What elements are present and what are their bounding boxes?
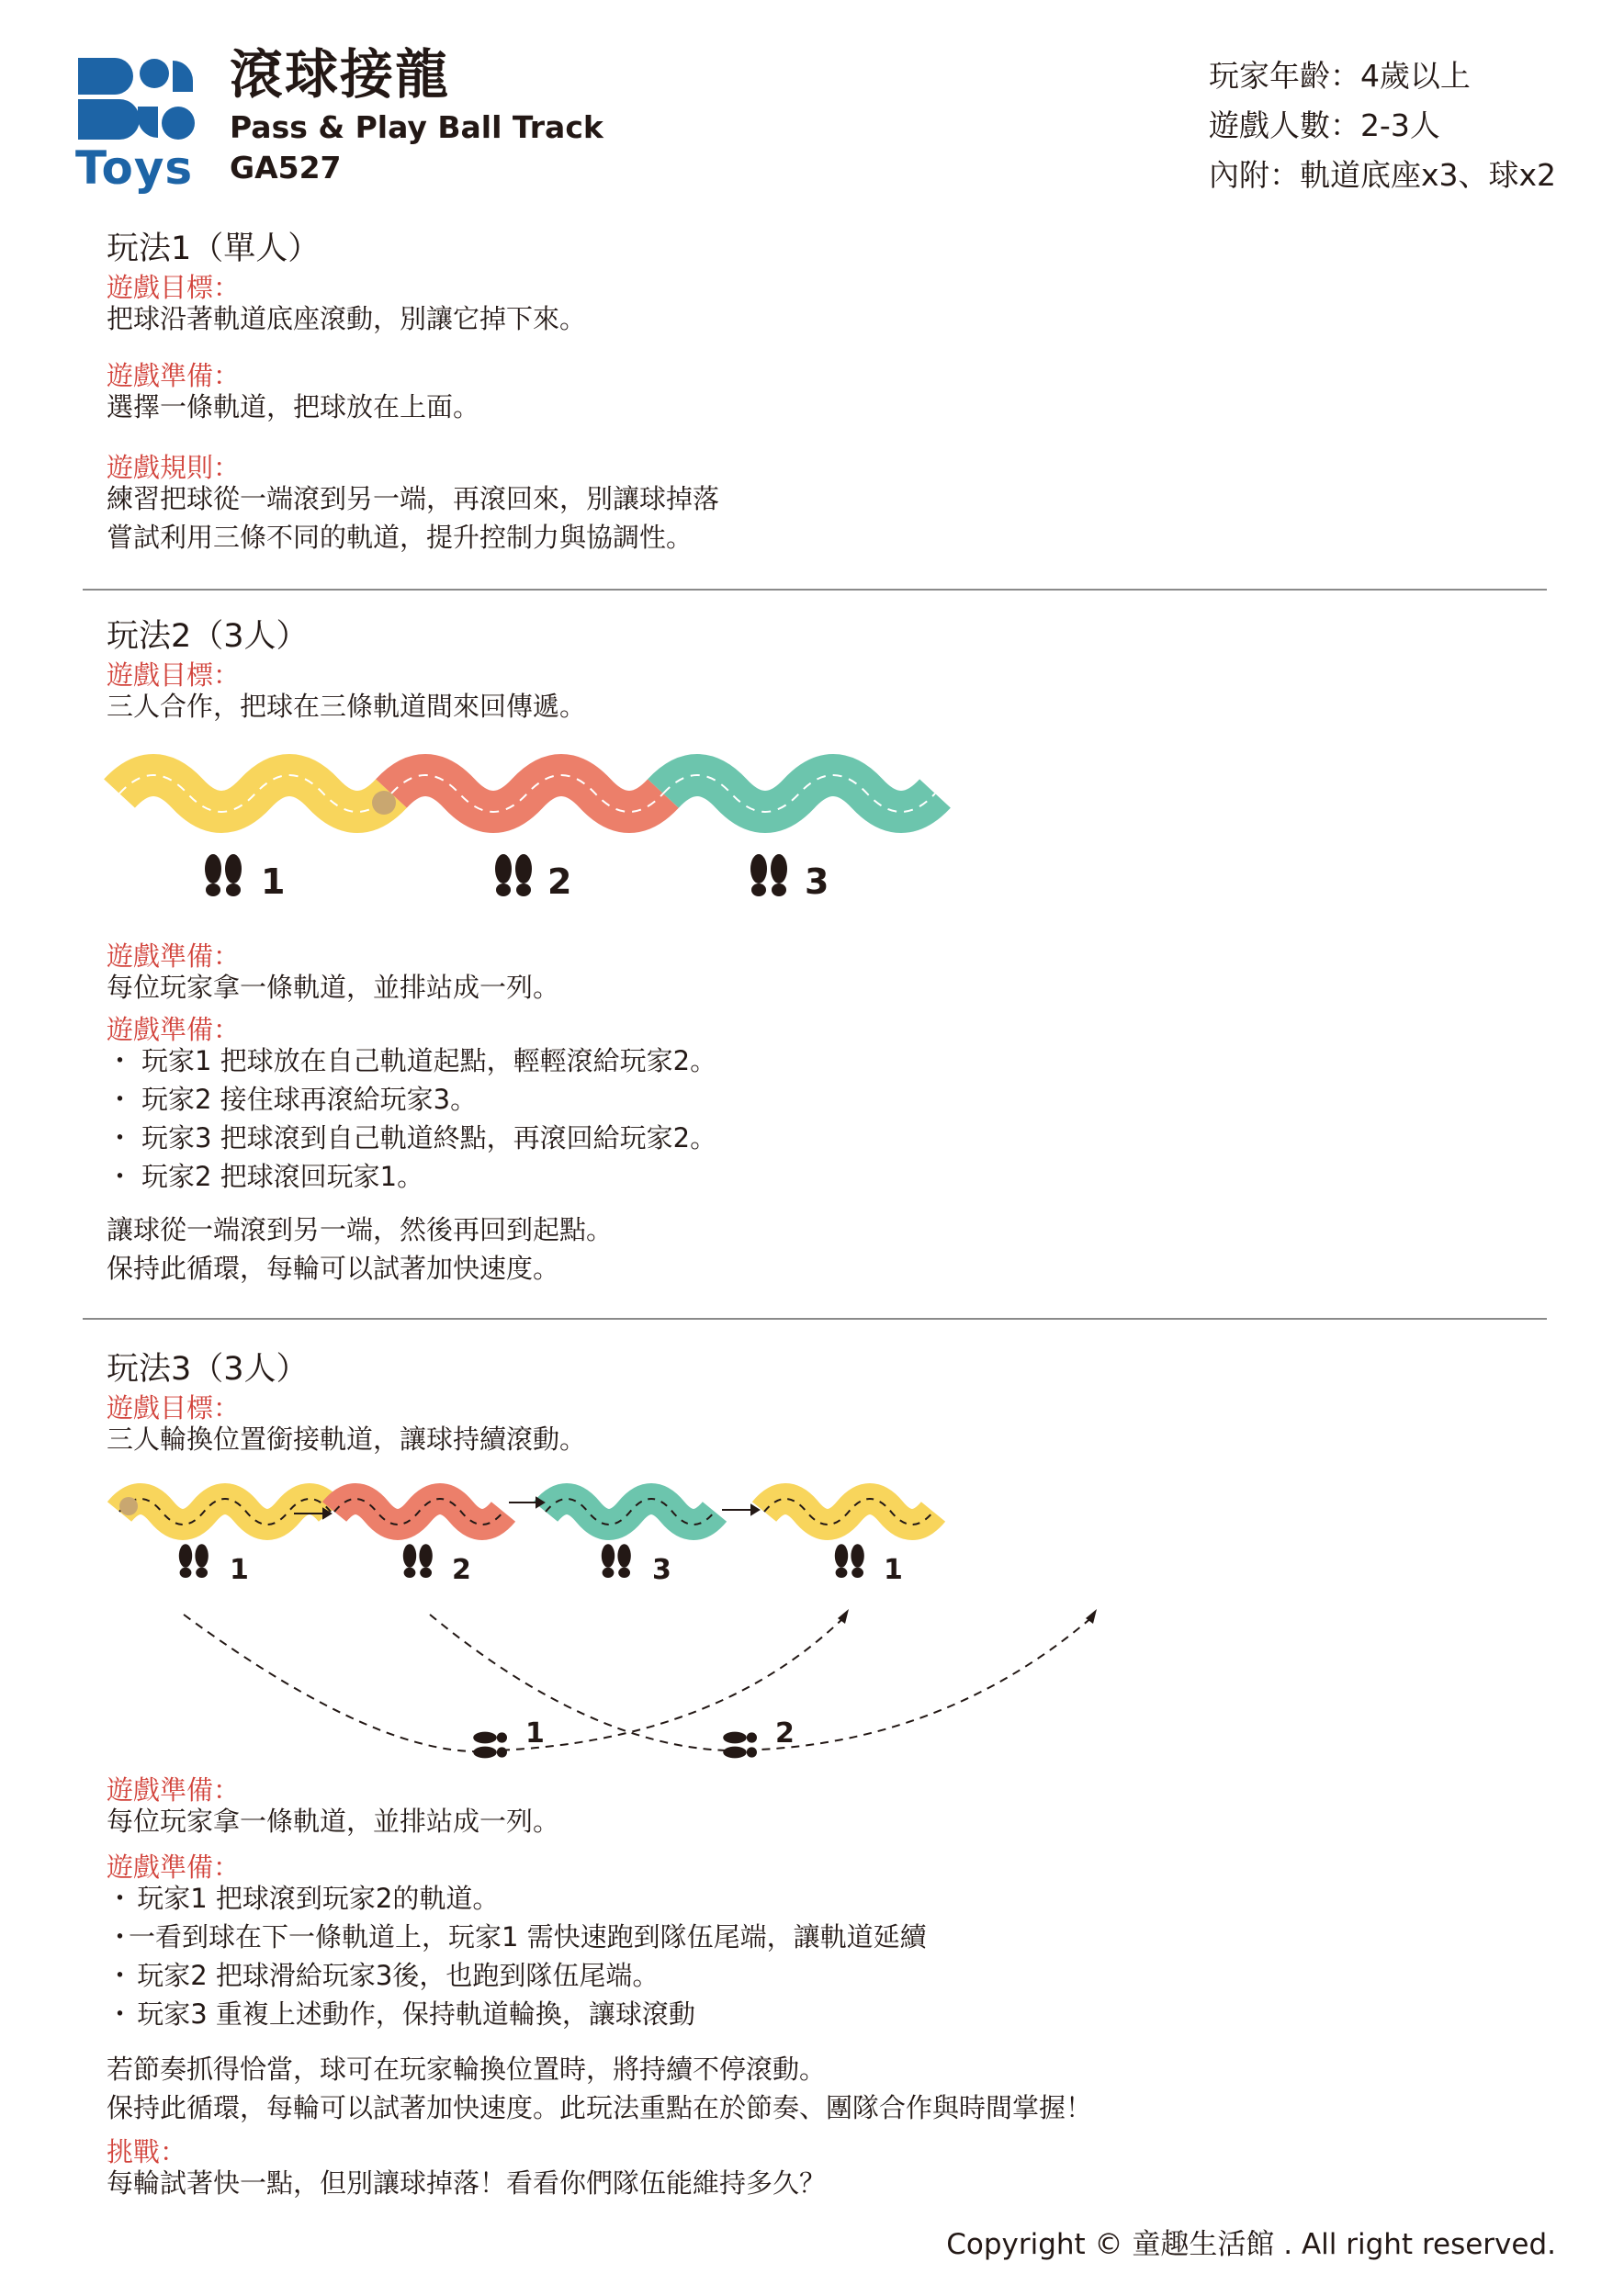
play1-rules-line: 嘗試利用三條不同的軌道，提升控制力與協調性。: [107, 522, 694, 553]
product-title-en: Pass & Play Ball Track: [230, 109, 603, 145]
player-number: 3: [652, 1554, 671, 1586]
play2-step: ・ 玩家2 接住球再滾給玩家3。: [107, 1084, 478, 1115]
track-green: [663, 775, 935, 812]
arrow-right-icon: [722, 1505, 759, 1514]
play3-step: ・ 玩家3 重複上述動作，保持軌道輪換，讓球滾動: [107, 1998, 695, 2030]
footprints-icon: [602, 1544, 631, 1578]
play3-goal-label: 遊戲目標：: [107, 1392, 241, 1424]
footprints-icon: [750, 854, 787, 896]
ball: [372, 791, 396, 815]
play2-step: ・ 玩家1 把球放在自己軌道起點，輕輕滾給玩家2。: [107, 1045, 717, 1076]
player-number: 1: [525, 1717, 545, 1750]
footprints-icon: [205, 854, 242, 896]
play3-outro-line: 若節奏抓得恰當，球可在玩家輪換位置時，將持續不停滾動。: [107, 2054, 827, 2085]
play2-steps-label: 遊戲準備：: [107, 1014, 241, 1045]
play3-steps-label: 遊戲準備：: [107, 1851, 241, 1883]
play2-goal-text: 三人合作，把球在三條軌道間來回傳遞。: [107, 691, 587, 722]
player-number: 1: [230, 1554, 249, 1586]
run-path: [184, 1615, 845, 1751]
player-number: 1: [261, 861, 286, 902]
footprints-icon: [403, 1544, 433, 1578]
footprints-icon: [179, 1544, 209, 1578]
play2-outro-line: 保持此循環，每輪可以試著加快速度。: [107, 1253, 560, 1284]
play3-step: ・一看到球在下一條軌道上，玩家1 需快速跑到隊伍尾端，讓軌道延續: [107, 1921, 927, 1953]
play3-prep-text: 每位玩家拿一條軌道，並排站成一列。: [107, 1806, 560, 1837]
product-title-zh: 滾球接龍: [230, 43, 451, 106]
player-age: 玩家年齡：4歲以上: [1208, 58, 1471, 94]
player-number: 2: [452, 1554, 471, 1586]
play3-prep-label: 遊戲準備：: [107, 1774, 241, 1806]
play3-step: ・ 玩家1 把球滾到玩家2的軌道。: [107, 1883, 500, 1914]
play2-goal-label: 遊戲目標：: [107, 659, 241, 691]
arrow-right-icon: [509, 1498, 544, 1507]
play2-title: 玩法2（3人）: [107, 618, 309, 655]
play3-goal-text: 三人輪換位置銜接軌道，讓球持續滾動。: [107, 1424, 587, 1455]
player-count: 遊戲人數：2-3人: [1208, 107, 1440, 143]
track-yellow: [119, 775, 391, 812]
contents: 內附：軌道底座x3、球x2: [1208, 157, 1556, 193]
play2-prep-text: 每位玩家拿一條軌道，並排站成一列。: [107, 972, 560, 1003]
footprints-icon: [473, 1732, 507, 1759]
player-number: 2: [775, 1717, 795, 1750]
footprints-icon: [495, 854, 532, 896]
play3-title: 玩法3（3人）: [107, 1351, 309, 1388]
play2-step: ・ 玩家3 把球滾到自己軌道終點，再滾回給玩家2。: [107, 1122, 717, 1154]
play1-prep-text: 選擇一條軌道，把球放在上面。: [107, 391, 480, 422]
play3-challenge-text: 每輪試著快一點，但別讓球掉落！看看你們隊伍能維持多久？: [107, 2167, 827, 2199]
play2-outro-line: 讓球從一端滾到另一端，然後再回到起點。: [107, 1214, 614, 1245]
play1-rules-label: 遊戲規則：: [107, 452, 241, 483]
play3-challenge-label: 挑戰：: [107, 2136, 187, 2167]
play1-prep-label: 遊戲準備：: [107, 360, 241, 391]
footprints-icon: [723, 1732, 757, 1759]
brand-word: Toys: [75, 141, 194, 195]
play1-rules-line: 練習把球從一端滾到另一端，再滾回來，別讓球掉落: [107, 483, 720, 514]
player-number: 2: [547, 861, 572, 902]
track-yellow: [119, 1499, 331, 1525]
play1-goal-text: 把球沿著軌道底座滾動，別讓它掉下來。: [107, 303, 587, 334]
player-number: 3: [805, 861, 829, 902]
play3-outro-line: 保持此循環，每輪可以試著加快速度。此玩法重點在於節奏、團隊合作與時間掌握！: [107, 2092, 1093, 2123]
section-divider: [83, 1318, 1547, 1320]
ball: [119, 1497, 138, 1515]
product-code: GA527: [230, 150, 342, 186]
play1-title: 玩法1（單人）: [107, 231, 321, 267]
play1-goal-label: 遊戲目標：: [107, 272, 241, 303]
play2-prep-label: 遊戲準備：: [107, 940, 241, 972]
play3-step: ・ 玩家2 把球滑給玩家3後，也跑到隊伍尾端。: [107, 1960, 660, 1991]
track-red: [391, 775, 663, 812]
footprints-icon: [835, 1544, 864, 1578]
copyright: Copyright © 童趣生活館 . All right reserved.: [946, 2228, 1556, 2261]
player-number: 1: [884, 1554, 903, 1586]
play2-step: ・ 玩家2 把球滾回玩家1。: [107, 1161, 424, 1192]
